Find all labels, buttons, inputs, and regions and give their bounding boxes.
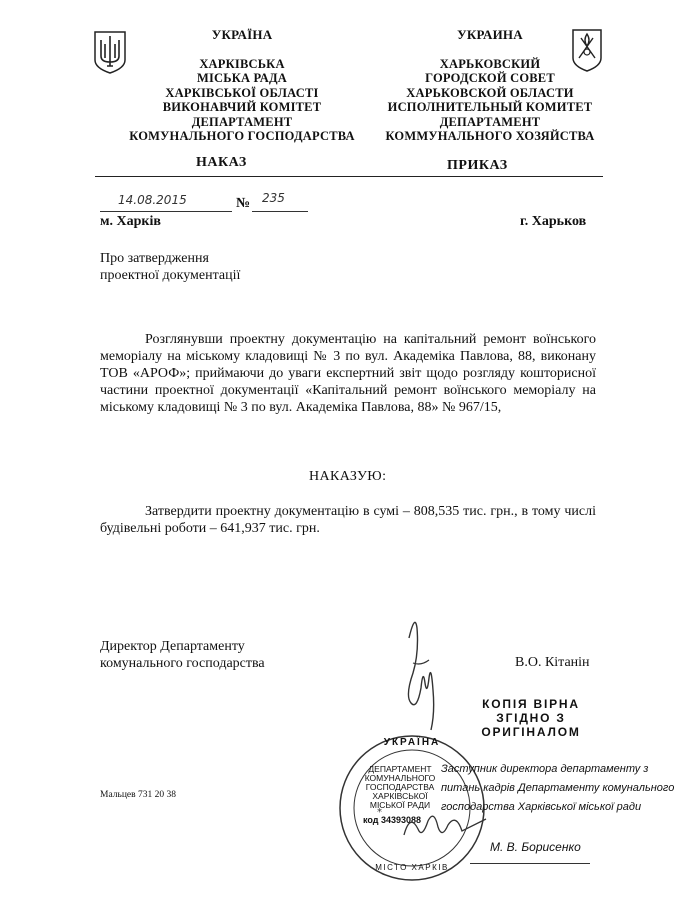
svg-text:*: * xyxy=(377,807,382,818)
header-ua-line: КОМУНАЛЬНОГО ГОСПОДАРСТВА xyxy=(129,129,355,143)
signatory-position-line: Директор Департаменту xyxy=(100,639,245,654)
header-ru-line: ГОРОДСКОЙ СОВЕТ xyxy=(425,71,555,85)
number-handwritten: 235 xyxy=(262,191,285,205)
header-ua-line: ВИКОНАВЧИЙ КОМІТЕТ xyxy=(162,100,322,114)
header-ua-country: УКРАЇНА xyxy=(211,27,273,42)
seal-bottom: МІСТО ХАРКІВ xyxy=(375,863,449,872)
seal-inner xyxy=(355,765,445,810)
subject-line: Про затвердження xyxy=(100,251,209,266)
seal-inner-line: ДЕПАРТАМЕНТ xyxy=(368,764,432,774)
date-handwritten: 14.08.2015 xyxy=(118,193,187,207)
subject xyxy=(100,250,240,284)
number-label: № xyxy=(236,196,251,211)
header-ru-line: ХАРЬКОВСКОЙ ОБЛАСТИ xyxy=(406,85,574,100)
copy-stamp-line: ОРИГІНАЛОМ xyxy=(481,725,581,739)
order-paragraph: Затвердити проектну документацію в сумі – 808,535 тис. грн., в тому числі будівельні роботи – 641,937 тис. грн. xyxy=(100,504,596,536)
seal-inner-line: ХАРКІВСЬКОЇ xyxy=(372,791,428,801)
signatory-position xyxy=(100,638,265,672)
header-divider xyxy=(95,176,603,177)
certification-role-line: питань кадрів Департаменту комунального xyxy=(441,782,674,794)
copy-stamp-line: ЗГІДНО З xyxy=(496,711,566,725)
signature-director-icon xyxy=(395,608,445,733)
signature-certifier-icon xyxy=(400,805,490,845)
certifier-name: М. В. Борисенко xyxy=(490,840,581,854)
header-ua xyxy=(112,28,372,144)
doc-type-ru: ПРИКАЗ xyxy=(447,158,508,173)
signatory-name: В.О. Кітанін xyxy=(515,655,590,670)
header-ua-line: МІСЬКА РАДА xyxy=(196,71,288,85)
header-ua-line: ХАРКІВСЬКОЇ ОБЛАСТІ xyxy=(165,85,319,100)
certification-role-line: господарства Харківської міської ради xyxy=(441,801,642,813)
seal-inner-line: ГОСПОДАРСТВА xyxy=(365,782,435,792)
header-ua-line: ХАРКІВСЬКА xyxy=(199,56,285,71)
header-ua-line: ДЕПАРТАМЕНТ xyxy=(191,114,293,129)
header-ru-line: ХАРЬКОВСКИЙ xyxy=(439,56,541,71)
doc-type-ua: НАКАЗ xyxy=(196,155,247,170)
seal-inner-line: МІСЬКОЇ РАДИ xyxy=(369,800,431,810)
preamble-paragraph: Розглянувши проектну документацію на капітальний ремонт воїнського меморіалу на міському кладовищі № 3 по вул. Академіка Павлова, 88, виконану ТОВ «АРОФ»; приймаючи до уваги експертний звіт щодо розгляду кошторисної частини проектної документації «Капітальний ремонт воїнського меморіалу на міському кладовищі № 3 по вул. Академіка Павлова, 88» № 967/15, xyxy=(100,332,596,415)
header-ru xyxy=(360,28,620,144)
seal-code: код 34393088 xyxy=(363,815,422,825)
subject-line: проектної документації xyxy=(100,268,241,283)
signatory-position-line: комунального господарства xyxy=(100,656,265,671)
date-underline xyxy=(100,211,232,212)
executor: Мальцев 731 20 38 xyxy=(100,790,176,800)
copy-stamp xyxy=(470,697,592,739)
certifier-underline xyxy=(470,863,590,864)
seal-inner-line: КОМУНАЛЬНОГО xyxy=(364,773,436,783)
header-ru-line: ДЕПАРТАМЕНТ xyxy=(439,114,541,129)
header-ru-country: УКРАИНА xyxy=(457,27,523,42)
header-ru-line: КОММУНАЛЬНОГО ХОЗЯЙСТВА xyxy=(385,129,595,143)
copy-stamp-line: КОПІЯ ВІРНА xyxy=(482,697,580,711)
header-ru-line: ИСПОЛНИТЕЛЬНЫЙ КОМИТЕТ xyxy=(387,100,593,114)
city-ru: г. Харьков xyxy=(520,214,587,229)
city-ua: м. Харків xyxy=(100,214,161,229)
number-underline xyxy=(252,211,308,212)
certification-role-line: Заступник директора департаменту з xyxy=(441,763,649,775)
seal-top: УКРАЇНА xyxy=(383,737,441,748)
order-word: НАКАЗУЮ: xyxy=(309,469,387,484)
